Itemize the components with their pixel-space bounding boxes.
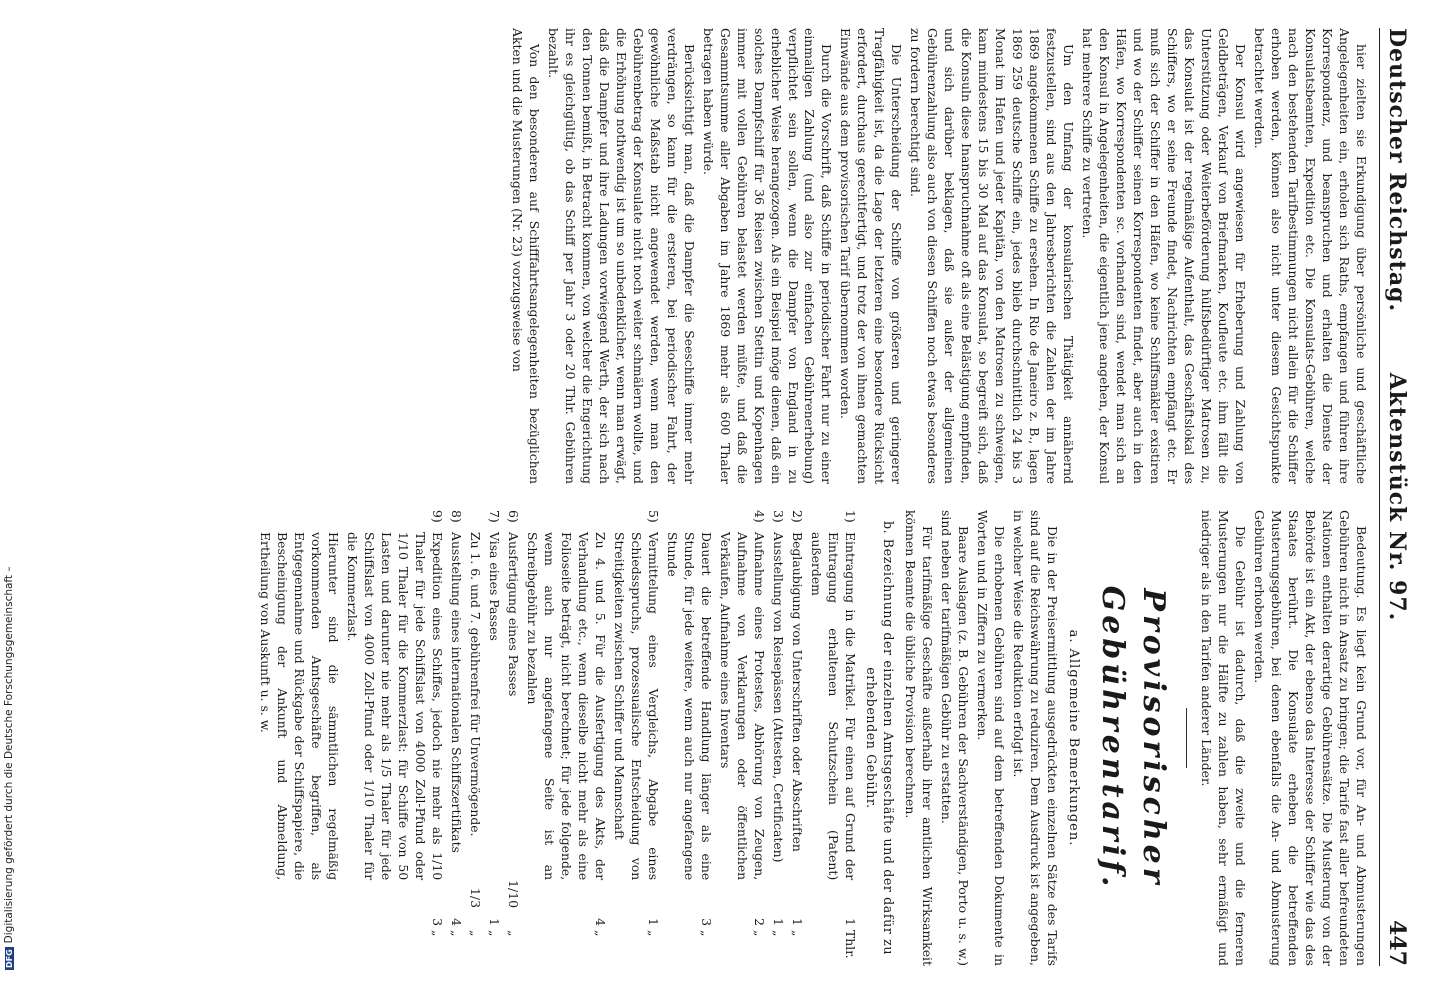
general-heading: a. Allgemeine Bemerkungen.: [1065, 629, 1081, 847]
tariff-row: [806, 510, 859, 966]
left-paragraph: Um den Umfang der konsularischen Thätigkeit annähernd festzustellen, sind aus den Jahresberichten die Zahlen der im Jahre 1869 angekommenen Schiffe zu ersehen. In Rio de Janeiro z. B., lagen 1869 259 deutsche Schiffe ein, jedes blieb durchschnittlich 24 bis 3 Monat im Hafen und jeder Kapitän, von den Matrosen zu schweigen, kam mindestens 15 bis 30 Mal auf das Konsulat, so begreift sich, daß die Konsuln diese Inanspruchnahme oft als eine Belästigung empfinden, und sich darüber beklagen, daß sie außer der allgemeinen Gebührenzahlung also auch von diesen Schiffen noch etwas besonderes zu fordern berechtigt sind.: [908, 28, 1077, 484]
right-column: [49, 510, 1369, 966]
general-paragraph: Baare Auslagen (z. B. Gebühren der Sachverständigen, Porto u. s. w.) sind neben der tarifmäßigen Gebühr zu erstatten.: [939, 510, 972, 966]
tariff-fraction: [255, 880, 342, 908]
tariff-table: [255, 510, 858, 966]
tariff-fraction: 1/3: [468, 888, 484, 908]
tariff-amount: [465, 908, 484, 926]
tariff-amount: [255, 908, 342, 926]
tariff-item-number: 4): [751, 510, 767, 523]
general-paragraphs: [901, 510, 1060, 966]
tariff-item-number: 5): [645, 510, 661, 523]
tariff-item-number: 8): [449, 510, 465, 523]
tariff-fraction: [446, 880, 465, 908]
tariff-fraction: [609, 880, 662, 908]
general-paragraph: Die erhobenen Gebühren sind auf dem betreffenden Dokumente in Worten und in Ziffern zu vermerken.: [975, 510, 1008, 966]
tariff-unit: „: [789, 930, 805, 937]
tariff-row: [609, 510, 662, 966]
tariff-item-text: Ausfertigung eines Passes: [506, 532, 522, 697]
tariff-heading: b. Bezeichnung der einzelnen Amtsgeschäfte und der dafür zu erhebenden Gebühr.: [864, 520, 897, 956]
tariff-row: [446, 510, 465, 966]
left-paragraph: Der Konsul wird angewiesen für Erheberung und Zahlung von Geldbeträgen, Verkauf von Briefmarken, Koufleute etc. ihm fällt die Unterstützung oder Weiterbeförderung hülfsbedürftiger Matrosen zu, das Konsulat ist der regelmäßige Aufenthalt, das Geschäftslokal des Schiffers, wo er seine Freunde findet, Nachrichten empfängt etc. Er muß sich der Schiffer in den Häfen, wo keine Schiffsmäkler existiren und wo der Schiffer seinen Korrespondenten findet, aber auch in den Häfen, wo Korrespondenten sc. vorhanden sind, wendet man sich an den Konsul in Angelegenheiten, die eigentlich jene angehen, der Konsul hat mehrere Schiffe zu vertreten.: [1080, 28, 1249, 484]
tariff-item-text: Ausstellung eines internationalen Schiffszertifikats: [449, 532, 465, 853]
section-title: Provisorischer Gebührentarif.: [1095, 585, 1172, 891]
tariff-fraction: [522, 880, 609, 908]
tariff-amount: 1: [789, 918, 805, 926]
tariff-fraction: [484, 880, 503, 908]
tariff-unit: „: [698, 930, 714, 937]
tariff-row: [503, 510, 522, 966]
tariff-row: [787, 510, 806, 966]
tariff-amount: 3: [698, 918, 714, 926]
tariff-row: [484, 510, 503, 966]
tariff-unit: [255, 926, 342, 966]
left-column: [49, 28, 1369, 484]
tariff-row: [342, 510, 446, 966]
tariff-unit: „: [645, 930, 661, 937]
tariff-item-number: 9): [430, 510, 446, 523]
tariff-row: [522, 510, 609, 966]
header-center: Aktenstück Nr. 97.: [1384, 372, 1410, 622]
rotated-page-content: [6, 0, 1432, 1000]
intro-paragraph: Die Gebühr ist dadurch, daß die zweite und die ferneren Musterungen nur die Hälfte zu zahlen haben, sehr ermäßigt und niedriger als in den Tarifen anderer Länder.: [1199, 510, 1249, 966]
tariff-unit: „: [468, 930, 484, 937]
tariff-item-text: Vermittelung eines Vergleichs, Abgabe eines Schiedsspruchs, prozessualische Entscheidung von Streitigkeiten zwischen Schiffer und Mannschaft: [612, 532, 661, 881]
tariff-amount: 4: [449, 918, 465, 926]
tariff-fraction: [806, 880, 859, 908]
general-paragraph: Die in der Preisermittlung ausgedrückten einzelnen Sätze des Tarifs sind auf die Reichswährung zu reduziren. Dem Ausdruck ist angegeben, in welcher Weise die Reduktion erfolgt ist.: [1011, 510, 1061, 966]
tariff-item-number: [255, 510, 342, 532]
general-paragraph: Für tarifmäßige Geschäfte außerhalb ihrer amtlichen Wirksamkeit können Beamte die übliche Provision berechnen.: [903, 510, 936, 966]
tariff-item-text: Visa eines Passes: [487, 532, 503, 641]
tariff-amount: 1: [645, 918, 661, 926]
tariff-unit: „: [449, 930, 465, 937]
digitization-text: Digitalisierung gefördert durch die Deutsche Forschungsgemeinschaft –: [3, 566, 15, 944]
tariff-unit: „: [430, 930, 446, 937]
tariff-item-text: Zu 4. und 5. Für die Ausfertigung des Akts, der Verhandlung etc., wenn dieselbe nicht mehr als eine Folioseite beträgt, nicht berechnet; für jede folgende, wenn auch nur angefangene Seite ist an Schreibgebühr zu bezahlen: [525, 532, 609, 881]
tariff-item-number: 3): [770, 510, 786, 523]
tariff-item-text: Zu 1. 6. und 7. gebührenfrei für Unvermögende.: [468, 532, 484, 837]
tariff-amount: 4: [593, 918, 609, 926]
tariff-item-text: Hierunter sind die sämmtlichen regelmäßig vorkommenden Amtsgeschäfte begriffen, als Entgegennahme und Rückgabe der Schiffspapiere, die Bescheinigung der Ankunft und Abmeldung, Ertheilung von Auskunft u. s. w.: [258, 532, 342, 881]
tariff-fraction: 1/10: [506, 880, 522, 908]
tariff-row: [715, 510, 768, 966]
page-number: 447: [1384, 920, 1410, 966]
tariff-item-number: 2): [789, 510, 805, 523]
tariff-row: [255, 510, 342, 966]
tariff-unit: „: [506, 930, 522, 937]
left-paragraph: Berücksichtigt man, daß die Dampfer die Seeschiffe immer mehr verdrängen, so kann für die ersteren, bei periodischer Fahrt, der gewöhnliche Maßstab nicht angewendet werden, wenn man den Gebührenbetrag der Konsulate nicht noch weiter schmälern wollte, und die Erhöhung nothwendig ist um so unbedenklicher, wenn man erwägt, daß die Dampfer und ihre Ladungen vorwiegend Werth, der sich nach den Tonnen bemißt, in Betracht kommen, von welcher die Engerichtung ihr es gleichgültig, ob das Schiff per Jahr 3 oder 20 Thlr. Gebühren bezahlt.: [545, 28, 697, 484]
tariff-item-number: [465, 510, 484, 532]
intro-paragraphs: [1197, 510, 1369, 966]
tariff-fraction: [342, 880, 446, 908]
tariff-row: [662, 510, 715, 966]
tariff-item-text: Dauert die betreffende Handlung länger als eine Stunde, für jede weitere, wenn auch nur angefangene Stunde: [664, 532, 714, 881]
tariff-unit: „: [487, 930, 503, 937]
tariff-item-number: [662, 510, 715, 532]
tariff-amount: 1: [770, 918, 786, 926]
tariff-amount: 1: [842, 918, 858, 926]
left-paragraph: Durch die Vorschrift, daß Schiffe in periodischer Fahrt nur zu einer einmaligen Zahlung (und also zur einfachen Gebührenerhebung) verpflichtet sein sollen, wenn die Dampfer von England in zu erheblicher Weise herangezogen. Als ein Beispiel möge dienen, daß ein solches Dampfschiff für 36 Reisen zwischen Stettin und Kopenhagen immer mit vollen Gebühren belastet werden müßte, und daß die Gesammtsumme aller Abgaben im Jahre 1869 mehr als 600 Thaler betragen haben würde.: [700, 28, 835, 484]
tariff-amount: 3: [430, 918, 446, 926]
section-divider: [1186, 708, 1187, 768]
header-left: Deutscher Reichstag.: [1384, 28, 1410, 313]
tariff-fraction: [715, 880, 768, 908]
left-paragraph: Von den besonderen auf Schifffahrtsangelegenheiten bezüglichen Akten und die Musterungen (Nr. 23) vorzugsweise von: [509, 28, 542, 484]
left-paragraph: hier zielten sie Erkundigung über persönliche und geschäftliche Angelegenheiten ein, erholen sich Raths, empfangen und führen ihre Korrespondenz, und beanspruchen und erhalten die Dienste der Konsulatsbeamten, Expedition etc. Die Konsulats-Gebühren, welche nach den bestehenden Tarifbestimmungen nicht allein für die Schiffer erhoben werden, können also nicht unter diesem Gesichtspunkte betrachtet werden.: [1252, 28, 1369, 484]
tariff-item-number: 7): [487, 510, 503, 523]
tariff-amount: [503, 908, 522, 926]
tariff-fraction: [662, 880, 715, 908]
page-header: [1379, 28, 1414, 966]
tariff-item-text: Expedition eines Schiffes, jedoch nie mehr als 1/10 Thaler für jede Schiffslast von 4000 Zoll-Pfund oder 1/10 Thaler für die Kommerzlast: für Schiffe von 50 Lasten und darunter nie mehr als 1/5 Thaler für jede Schiffslast von 4000 Zoll-Pfund oder 1/10 Thaler für die Kommerzlast.: [345, 532, 446, 881]
tariff-item-text: Ausstellung von Reisepässen (Attesten, Certificaten): [770, 532, 786, 863]
tariff-item-number: [522, 510, 609, 532]
tariff-unit: „: [751, 930, 767, 937]
dfg-logo: DFG: [5, 949, 14, 968]
tariff-fraction: [787, 880, 806, 908]
tariff-unit: Thlr.: [842, 930, 858, 959]
tariff-fraction: [768, 880, 787, 908]
tariff-amount: 1: [487, 918, 503, 926]
tariff-unit: „: [770, 930, 786, 937]
tariff-unit: „: [593, 930, 609, 937]
tariff-item-number: 6): [506, 510, 522, 523]
tariff-item-text: Aufnahme eines Protestes, Abhörung von Zeugen, Aufnahme von Verklarungen oder öffentlichen Verkäufen, Aufnahme eines Inventars: [717, 532, 767, 881]
intro-paragraph: Bedeutung. Es liegt kein Grund vor, für An- und Abmusterungen Gebühren nicht in Ansatz zu bringen; die Tarife fast aller befreundeten Nationen enthalten derartige Gebührensätze. Die Musterung von der Behörde ist ein Akt, der ebenso das Interesse der Schiffer wie das des Staates berührt. Die Konsulate erheben die betreffenden Musterungsgebühren, bei denen ebenfalls die An- und Abmusterung Gebühren erhoben werden.: [1252, 510, 1369, 966]
tariff-item-number: 1): [842, 510, 858, 523]
tariff-item-text: Eintragung in die Matrikel. Für einen auf Grund der Eintragung erhaltenen Schutzschein (Patent) außerdem: [808, 532, 858, 881]
scanned-page: [6, 0, 1432, 1000]
left-paragraph: Die Unterscheidung der Schiffe von größeren und geringerer Tragfähigkeit ist, da die Lage der letzteren eine besondere Rücksicht erfordert, durchaus gerechtfertigt, und trotz der von ihnen gemachten Einwände aus dem provisorischen Tarif übernommen worden.: [838, 28, 905, 484]
tariff-item-text: Beglaubigung von Unterschriften oder Abschriften: [789, 532, 805, 852]
tariff-row: [465, 510, 484, 966]
tariff-row: [768, 510, 787, 966]
text-columns: [49, 28, 1369, 966]
tariff-amount: 2: [751, 918, 767, 926]
